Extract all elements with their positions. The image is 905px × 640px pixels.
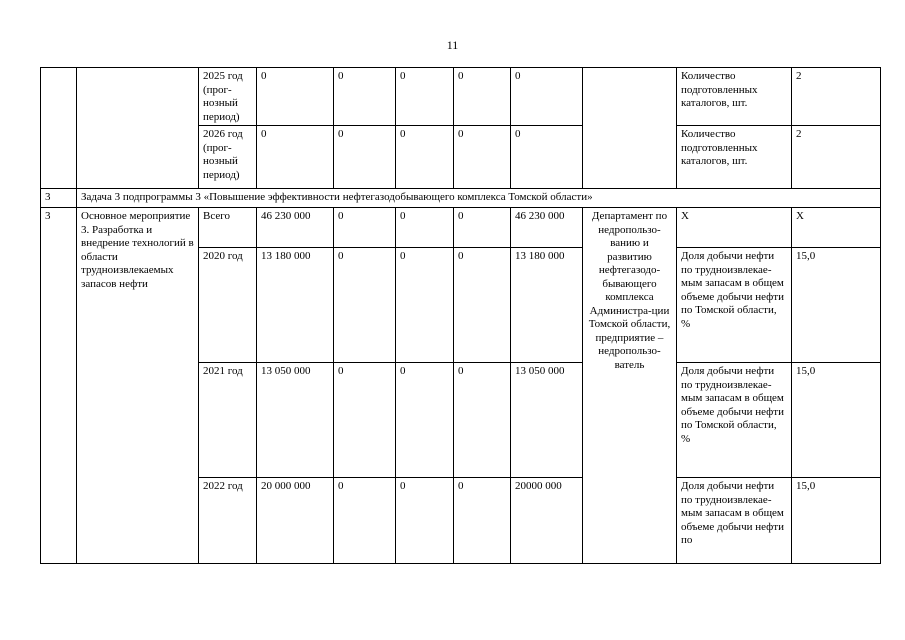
- value-cell: 46 230 000: [511, 208, 583, 248]
- value-cell: 0: [454, 68, 511, 126]
- value-cell: 46 230 000: [257, 208, 334, 248]
- value-cell: 0: [257, 68, 334, 126]
- target-cell: Х: [792, 208, 881, 248]
- value-cell: 0: [511, 68, 583, 126]
- target-cell: 15,0: [792, 478, 881, 564]
- indicator-cell: Х: [677, 208, 792, 248]
- executor-cell: Департамент по недропользо-ванию и развитию нефтегазодо-бывающего комплекса Администра-ции Томской области, предприятие – недропользо-ватель: [583, 208, 677, 564]
- value-cell: 0: [396, 478, 454, 564]
- task-num-cell: 3: [41, 189, 77, 208]
- value-cell: 0: [454, 248, 511, 363]
- table-row: [41, 208, 881, 248]
- value-cell: 0: [334, 478, 396, 564]
- task-title: Задача 3 подпрограммы 3 «Повышение эффективности нефтегазодобывающего комплекса Томской области»: [77, 189, 881, 208]
- period-cell: Всего: [199, 208, 257, 248]
- target-cell: 2: [792, 68, 881, 126]
- value-cell: 0: [396, 363, 454, 478]
- period-cell: 2020 год: [199, 248, 257, 363]
- value-cell: 0: [454, 363, 511, 478]
- period-cell: 2025 год (прог-нозный период): [199, 68, 257, 126]
- value-cell: 0: [454, 126, 511, 189]
- target-cell: 15,0: [792, 363, 881, 478]
- value-cell: 13 180 000: [511, 248, 583, 363]
- activity-name-cell: Основное мероприятие 3. Разработка и внедрение технологий в области трудноизвлекаемых запасов нефти: [77, 208, 199, 564]
- value-cell: 20000 000: [511, 478, 583, 564]
- task-row: [41, 189, 881, 208]
- value-cell: 0: [454, 208, 511, 248]
- period-cell: 2026 год (прог-нозный период): [199, 126, 257, 189]
- value-cell: 0: [511, 126, 583, 189]
- indicator-text: Доля добычи нефти по трудноизвлекае-мым запасам в общем объеме добычи нефти по: [681, 480, 784, 546]
- value-cell: 0: [396, 68, 454, 126]
- name-cell: [77, 68, 199, 189]
- value-cell: 0: [334, 248, 396, 363]
- target-cell: 15,0: [792, 248, 881, 363]
- page-number: 11: [446, 38, 459, 52]
- executor-cell: [583, 68, 677, 189]
- activity-num-cell: 3: [41, 208, 77, 564]
- target-cell: 2: [792, 126, 881, 189]
- value-cell: 0: [396, 208, 454, 248]
- value-cell: 13 180 000: [257, 248, 334, 363]
- value-cell: 0: [396, 248, 454, 363]
- value-cell: 0: [454, 478, 511, 564]
- indicator-cell: [677, 478, 792, 564]
- value-cell: 0: [334, 363, 396, 478]
- table-row: [41, 68, 881, 126]
- value-cell: 13 050 000: [257, 363, 334, 478]
- value-cell: 0: [396, 126, 454, 189]
- value-cell: 0: [334, 126, 396, 189]
- program-table: [40, 67, 881, 564]
- value-cell: 0: [334, 68, 396, 126]
- period-cell: 2021 год: [199, 363, 257, 478]
- indicator-cell: Доля добычи нефти по трудноизвлекае-мым запасам в общем объеме добычи нефти по Томской области, %: [677, 363, 792, 478]
- period-cell: 2022 год: [199, 478, 257, 564]
- indicator-cell: Количество подготовленных каталогов, шт.: [677, 68, 792, 126]
- indicator-cell: Количество подготовленных каталогов, шт.: [677, 126, 792, 189]
- indicator-cell: Доля добычи нефти по трудноизвлекае-мым запасам в общем объеме добычи нефти по Томской области, %: [677, 248, 792, 363]
- num-cell: [41, 68, 77, 189]
- value-cell: 13 050 000: [511, 363, 583, 478]
- value-cell: 0: [257, 126, 334, 189]
- value-cell: 0: [334, 208, 396, 248]
- value-cell: 20 000 000: [257, 478, 334, 564]
